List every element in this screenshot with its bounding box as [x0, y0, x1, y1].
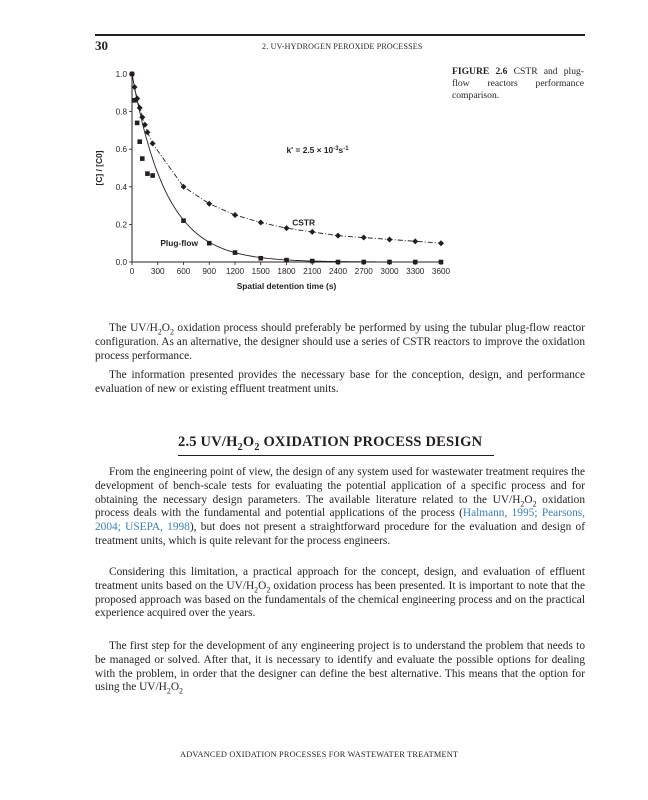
text-run: ), but does not present a straightforward procedure for the evaluation and design of treatment units, which is quite relevant for the process engineers.: [95, 521, 585, 547]
text-run: Considering this limitation, a practical approach for the concept, design, and evaluation of effluent treatment units based on the UV/H: [95, 566, 585, 592]
x-tick-label: 1200: [225, 267, 245, 276]
data-point-square: [310, 259, 315, 264]
x-tick-label: 300: [150, 267, 165, 276]
text-run: The UV/H: [109, 322, 158, 334]
data-point-square: [181, 218, 186, 223]
x-tick-label: 600: [176, 267, 191, 276]
data-point-diamond: [412, 238, 418, 244]
data-point-square: [258, 256, 263, 261]
figure-chart: [90, 62, 450, 294]
text-run: The first step for the development of any engineering project is to understand the problem that needs to be managed or solved. After that, it is necessary to identify and evaluate the possible options for dealing with the problem, in order that the designer can define the best alternative. This means that the option for using the UV/H: [95, 640, 585, 694]
running-head: 2. UV-HYDROGEN PEROXIDE PROCESSES: [262, 42, 423, 51]
figure-label: FIGURE 2.6: [452, 66, 508, 77]
data-point-diamond: [181, 184, 187, 190]
subscript: 2: [166, 686, 171, 696]
data-point-square: [135, 121, 140, 126]
data-point-square: [207, 241, 212, 246]
series-line-cstr: [132, 74, 441, 243]
text-run: The information presented provides the necessary base for the conception, design, and performance evaluation of new or existing effluent treatment units.: [95, 369, 585, 395]
text-run: O: [524, 493, 533, 506]
data-point-diamond: [438, 240, 444, 246]
data-point-square: [130, 72, 135, 77]
subscript: 2: [520, 498, 525, 508]
page-footer: ADVANCED OXIDATION PROCESSES FOR WASTEWATER TREATMENT: [180, 750, 459, 759]
paragraph-4: [95, 566, 585, 621]
series-label-cstr: CSTR: [292, 217, 316, 228]
y-tick-label: 0.2: [115, 220, 127, 230]
subscript: 2: [532, 498, 537, 508]
section-rule: [178, 455, 494, 456]
citation-link[interactable]: Halmann, 1995; Pearsons, 2004; USEPA, 1998: [95, 507, 585, 534]
x-tick-label: 2400: [328, 267, 348, 276]
x-tick-label: 3300: [406, 267, 425, 276]
page-number: 30: [95, 38, 108, 53]
figure-caption: [452, 66, 584, 102]
text-run: O: [161, 322, 170, 334]
x-tick-label: 2100: [303, 267, 322, 276]
text-run: oxidation process deals with the fundamental and potential applications of the process (: [95, 493, 585, 520]
y-tick-label: 1.0: [115, 70, 127, 79]
data-point-diamond: [361, 235, 367, 241]
data-point-square: [140, 156, 145, 161]
y-tick-label: 0.4: [115, 182, 127, 192]
paragraph-1: [95, 322, 585, 363]
data-point-diamond: [284, 225, 290, 231]
subscript: 2: [254, 585, 259, 595]
header-rule: [95, 34, 585, 36]
series-line-plug-flow: [132, 74, 441, 262]
data-point-diamond: [150, 141, 156, 147]
data-point-square: [132, 98, 137, 103]
rate-constant-annotation: $k' = 2.5 \times 10^{-3}s^{-1}$: [286, 144, 349, 155]
data-point-square: [439, 260, 444, 265]
x-tick-label: 1800: [277, 267, 296, 276]
subscript: 2: [179, 686, 183, 696]
x-axis-label: Spatial detention time (s): [236, 281, 337, 291]
series-label-plug-flow: Plug-flow: [160, 238, 199, 249]
data-point-square: [150, 173, 155, 178]
y-tick-label: 0.6: [115, 145, 127, 155]
section-title: 2.5 $UV/H_2O_2$ OXIDATION PROCESS DESIGN: [178, 434, 483, 453]
text-run: oxidation process should preferably be performed by using the tubular plug-flow reactor configuration. As an alternative, the designer should use a series of CSTR reactors to improve the oxidation process performance.: [95, 322, 585, 362]
data-point-square: [361, 260, 366, 265]
data-point-square: [336, 260, 341, 265]
data-point-square: [284, 258, 289, 263]
text-run: From the engineering point of view, the design of any system used for wastewater treatment requires the development of bench-scale tests for evaluating the potential application of a specific process and for obtaining the necessary design parameters. The available literature related to the UV/H: [95, 466, 585, 506]
data-point-diamond: [335, 233, 341, 239]
data-point-square: [233, 250, 238, 255]
x-tick-label: 3000: [380, 267, 399, 276]
data-point-diamond: [387, 236, 393, 242]
x-tick-label: 900: [202, 267, 217, 276]
figure-caption-text: CSTR and plug-flow reactors performance comparison.: [452, 66, 584, 101]
text-run: O: [258, 579, 267, 592]
x-tick-label: 2700: [354, 267, 373, 276]
text-run: O: [170, 681, 180, 694]
y-tick-label: 0.0: [115, 258, 127, 267]
y-axis-label: [C] / [C0]: [94, 150, 104, 186]
paragraph-3: [95, 466, 585, 549]
subscript: 2: [266, 585, 271, 595]
x-tick-label: 1500: [251, 267, 270, 276]
data-point-square: [387, 260, 392, 265]
data-point-diamond: [309, 229, 315, 235]
data-point-square: [137, 139, 142, 144]
x-tick-label: 3600: [431, 267, 450, 276]
y-tick-label: 0.8: [115, 107, 127, 117]
data-point-diamond: [206, 201, 212, 207]
data-point-diamond: [232, 212, 238, 218]
paragraph-5: [95, 640, 585, 695]
data-point-square: [145, 171, 150, 176]
data-point-square: [413, 260, 418, 265]
x-tick-label: 0: [129, 267, 135, 276]
text-run: oxidation process has been presented. It is important to note that the proposed approach was based on the fundamentals of the chemical engineering process and on the practical experience acquired over the years.: [95, 579, 586, 620]
paragraph-2: [95, 369, 585, 397]
subscript: 2: [169, 327, 174, 337]
data-point-diamond: [258, 220, 264, 226]
subscript: 2: [157, 327, 162, 337]
